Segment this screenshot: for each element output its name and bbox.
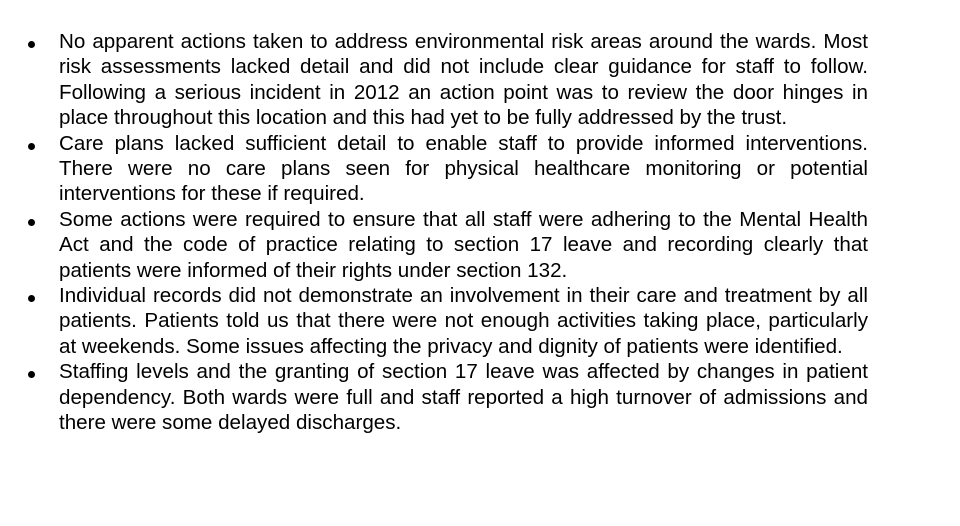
bullet-text: Individual records did not demonstrate an involvement in their care and treatment by all patients. Patients told us that there were not enough activities taking place, particularly at weekends. Some issues affecting the privacy and dignity of patients were identified. [59, 284, 868, 358]
bullet-item-environmental-risk [0, 29, 960, 131]
findings-bullet-list [0, 29, 960, 436]
bullet-icon [28, 41, 35, 48]
bullet-icon [28, 371, 35, 378]
bullet-item-individual-records [0, 283, 960, 359]
bullet-icon [28, 219, 35, 226]
bullet-text: Some actions were required to ensure that all staff were adhering to the Mental Health Act and the code of practice relating to section 17 leave and recording clearly that patients were informed of their rights under section 132. [59, 207, 868, 282]
bullet-icon [28, 143, 35, 150]
bullet-item-staffing-levels [0, 359, 960, 435]
bullet-item-care-plans [0, 131, 960, 207]
bullet-text: No apparent actions taken to address environmental risk areas around the wards. Most risk assessments lacked detail and did not include clear guidance for staff to follow. Following a serious incident in 2012 an action point was to review the door hinges in place throughout this location and this had yet to be fully addressed by the trust. [59, 30, 868, 130]
bullet-text: Staffing levels and the granting of section 17 leave was affected by changes in patient dependency. Both wards were full and staff reported a high turnover of admissions and there were some delayed discharges. [59, 360, 868, 435]
bullet-item-mental-health-act [0, 207, 960, 283]
bullet-icon [28, 295, 35, 302]
bullet-text: Care plans lacked sufficient detail to enable staff to provide informed interventions. There were no care plans seen for physical healthcare monitoring or potential interventions for these if required. [59, 131, 868, 206]
